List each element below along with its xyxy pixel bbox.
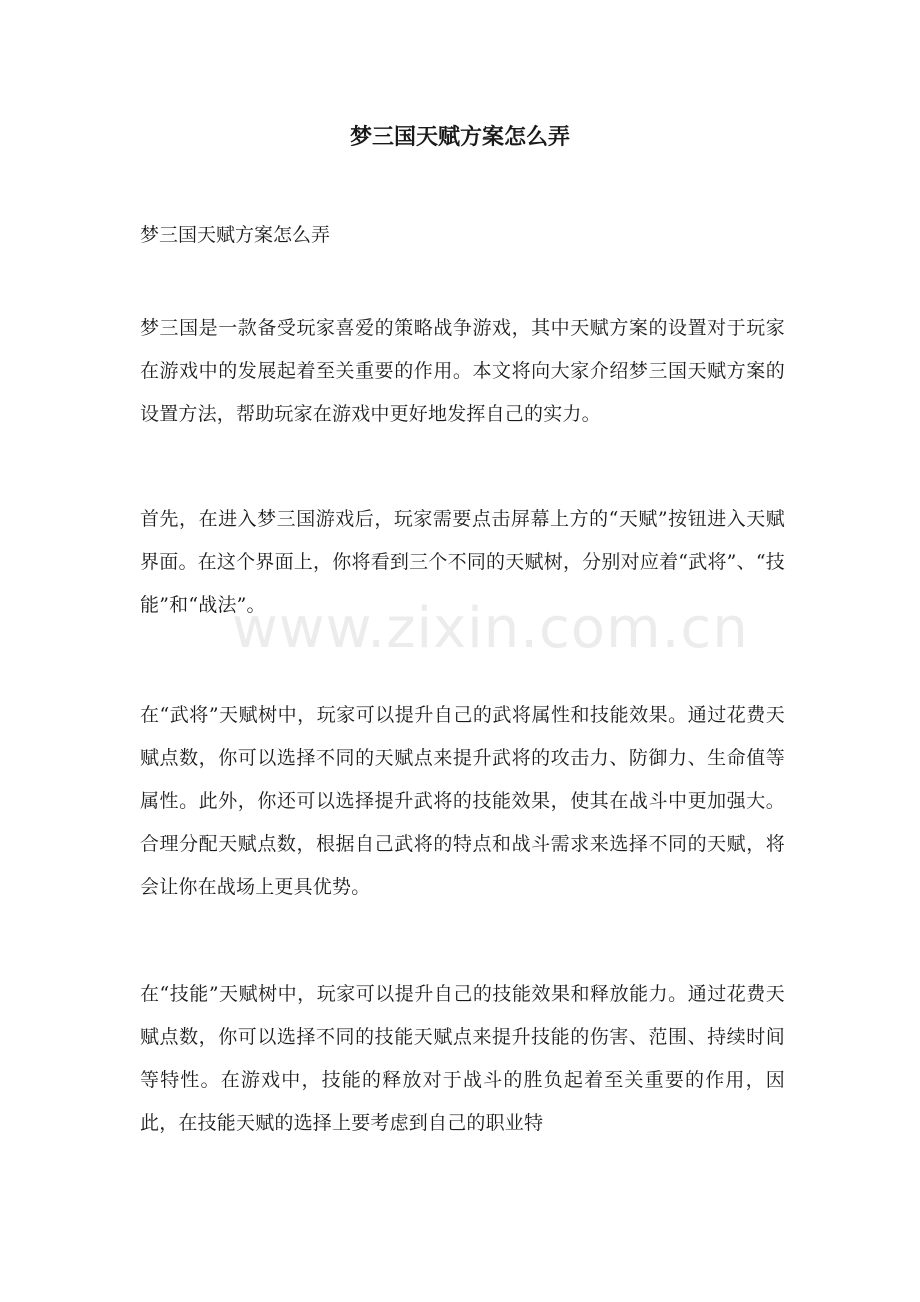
paragraph-skill-tree: 在“技能”天赋树中，玩家可以提升自己的技能效果和释放能力。通过花费天赋点数，你可以选择不同的技能天赋点来提升技能的伤害、范围、持续时间等特性。在游戏中，技能的释放对于战斗的胜负起着至关重要的作用，因此，在技能天赋的选择上要考虑到自己的职业特 xyxy=(140,983,785,1134)
paragraph-general-tree: 在“武将”天赋树中，玩家可以提升自己的武将属性和技能效果。通过花费天赋点数，你可以选择不同的天赋点来提升武将的攻击力、防御力、生命值等属性。此外，你还可以选择提升武将的技能效果，使其在战斗中更加强大。合理分配天赋点数，根据自己武将的特点和战斗需求来选择不同的天赋，将会让你在战场上更具优势。 xyxy=(140,704,785,898)
document-subtitle: 梦三国天赋方案怎么弄 xyxy=(140,224,331,246)
paragraph-first-step: 首先，在进入梦三国游戏后，玩家需要点击屏幕上方的“天赋”按钮进入天赋界面。在这个界面上，你将看到三个不同的天赋树，分别对应着“武将”、“技能”和“战法”。 xyxy=(140,508,785,616)
document-title: 梦三国天赋方案怎么弄 xyxy=(349,124,570,150)
watermark: www.zixin.com.cn xyxy=(232,596,749,661)
paragraph-intro: 梦三国是一款备受玩家喜爱的策略战争游戏，其中天赋方案的设置对于玩家在游戏中的发展起着至关重要的作用。本文将向大家介绍梦三国天赋方案的设置方法，帮助玩家在游戏中更好地发挥自己的实力。 xyxy=(140,317,785,425)
